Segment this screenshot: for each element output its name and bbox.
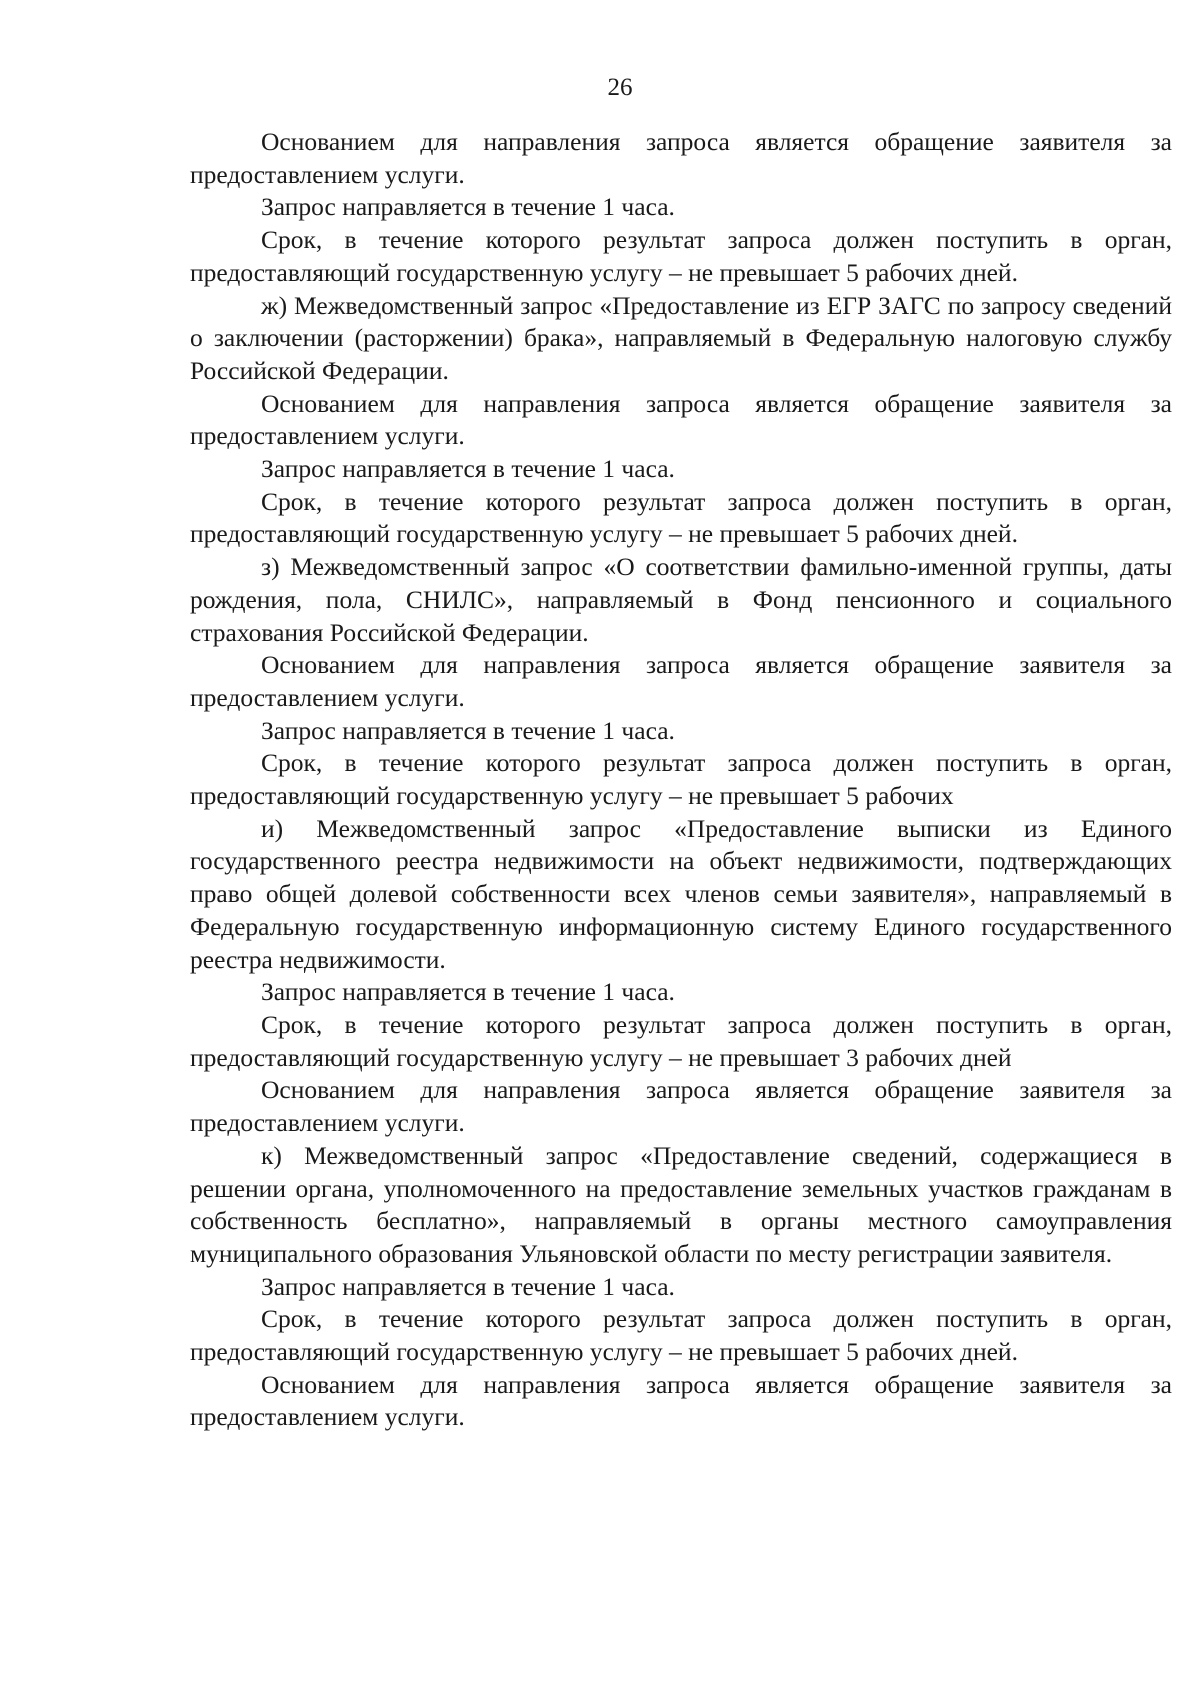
paragraph: Срок, в течение которого результат запроса должен поступить в орган, предоставляющий государственную услугу – не превышает 5 рабочих дней. xyxy=(190,225,1172,287)
paragraph: Запрос направляется в течение 1 часа. xyxy=(261,977,675,1007)
paragraph: Основанием для направления запроса является обращение заявителя за предоставлением услуги. xyxy=(190,1369,1172,1432)
page-number: 26 xyxy=(607,74,633,101)
paragraph: Срок, в течение которого результат запроса должен поступить в орган, предоставляющий государственную услугу – не превышает 3 рабочих дней xyxy=(190,1009,1172,1072)
paragraph: Запрос направляется в течение 1 часа. xyxy=(261,454,675,484)
paragraph: Основанием для направления запроса является обращение заявителя за предоставлением услуги. xyxy=(190,1075,1172,1138)
paragraph: Срок, в течение которого результат запроса должен поступить в орган, предоставляющий государственную услугу – не превышает 5 рабочих xyxy=(190,748,1172,811)
paragraph: Запрос направляется в течение 1 часа. xyxy=(261,192,675,222)
paragraph-item-zh: ж) Межведомственный запрос «Предоставление из ЕГР ЗАГС по запросу сведений о заключении (расторжении) брака», направляемый в Федеральную налоговую службу Российской Федерации. xyxy=(190,290,1172,385)
paragraph: Срок, в течение которого результат запроса должен поступить в орган, предоставляющий государственную услугу – не превышает 5 рабочих дней. xyxy=(190,1304,1172,1367)
paragraph-item-k: к) Межведомственный запрос «Предоставление сведений, содержащиеся в решении органа, уполномоченного на предоставление земельных участков гражданам в собственность бесплатно», направляемый в органы местного самоуправления муниципального образования Ульяновской области по месту регистрации заявителя. xyxy=(190,1140,1172,1268)
paragraph-item-i: и) Межведомственный запрос «Предоставление выписки из Единого государственного реестра недвижимости на объект недвижимости, подтверждающих право общей долевой собственности всех членов семьи заявителя», направляемый в Федеральную государственную информационную систему Единого государственного реестра недвижимости. xyxy=(190,813,1172,974)
paragraph: Основанием для направления запроса является обращение заявителя за предоставлением услуги. xyxy=(190,388,1172,451)
paragraph: Запрос направляется в течение 1 часа. xyxy=(261,715,675,745)
document-body xyxy=(190,126,1172,1434)
paragraph: Срок, в течение которого результат запроса должен поступить в орган, предоставляющий государственную услугу – не превышает 5 рабочих дней. xyxy=(190,486,1172,549)
paragraph: Основанием для направления запроса является обращение заявителя за предоставлением услуги. xyxy=(190,650,1172,712)
paragraph: Запрос направляется в течение 1 часа. xyxy=(261,1271,675,1301)
paragraph: Основанием для направления запроса является обращение заявителя за предоставлением услуги. xyxy=(190,127,1172,189)
paragraph-item-z: з) Межведомственный запрос «О соответствии фамильно-именной группы, даты рождения, пола, СНИЛС», направляемый в Фонд пенсионного и социального страхования Российской Федерации. xyxy=(190,552,1172,647)
